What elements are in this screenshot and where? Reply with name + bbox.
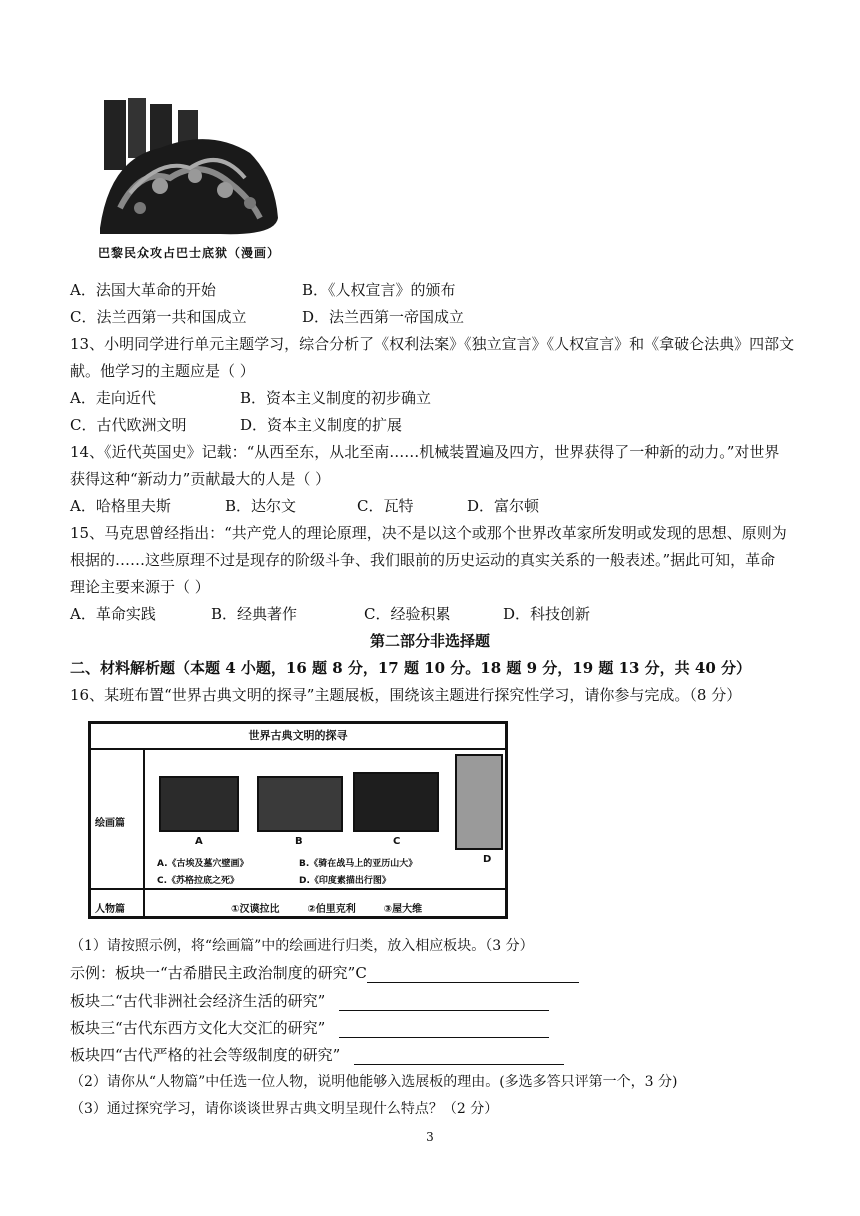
exhibition-board-image — [88, 721, 508, 919]
painting-caption-d: D.《印度素描出行图》 — [299, 876, 391, 886]
board-divider — [91, 888, 505, 890]
q13-option-c: C．古代欧洲文明 — [70, 416, 187, 434]
page-number: 3 — [426, 1130, 434, 1144]
q15-option-b: B．经典著作 — [211, 605, 298, 623]
section2-title: 二、材料解析题（本题 4 小题，16 题 8 分，17 题 10 分。18 题 9 分，19 题 13 分，共 40 分） — [70, 659, 751, 677]
q12-option-c: C．法兰西第一共和国成立 — [70, 308, 247, 326]
q16-block2-text: 板块二“古代非洲社会经济生活的研究” — [70, 992, 326, 1010]
answer-blank[interactable] — [367, 966, 579, 983]
q16-example-text: 示例：板块一“古希腊民主政治制度的研究”C — [70, 964, 367, 982]
painting-label-a: A — [195, 836, 203, 847]
q14-option-a: A．哈格里夫斯 — [70, 497, 171, 515]
q15-option-a: A．革命实践 — [70, 605, 156, 623]
q16-block3 — [70, 1018, 549, 1038]
q16-example — [70, 963, 579, 983]
painting-a — [159, 776, 239, 832]
part2-title: 第二部分非选择题 — [369, 632, 490, 650]
painting-d — [455, 754, 503, 850]
row-label-paintings: 绘画篇 — [95, 818, 125, 829]
q15-stem-line3: 理论主要来源于（ ） — [70, 578, 210, 596]
q16-sub3: （3）通过探究学习，请你谈谈世界古典文明呈现什么特点？（2 分） — [70, 1101, 499, 1117]
q13-option-d: D．资本主义制度的扩展 — [240, 416, 403, 434]
q14-option-c: C．瓦特 — [357, 497, 414, 515]
q16-block4-text: 板块四“古代严格的社会等级制度的研究” — [70, 1046, 341, 1064]
q13-option-a: A．走向近代 — [70, 389, 156, 407]
q12-option-d: D．法兰西第一帝国成立 — [302, 308, 465, 326]
cartoon-caption: 巴黎民众攻占巴士底狱（漫画） — [98, 246, 281, 260]
q16-sub1: （1）请按照示例，将“绘画篇”中的绘画进行归类，放入相应板块。（3 分） — [70, 938, 534, 954]
painting-label-b: B — [295, 836, 303, 847]
painting-caption-a: A.《古埃及墓穴壁画》 — [157, 859, 249, 869]
q12-option-b: B．《人权宣言》的颁布 — [302, 281, 456, 299]
people-list: ①汉谟拉比 ②伯里克利 ③屋大维 — [231, 904, 423, 915]
q15-option-d: D．科技创新 — [503, 605, 591, 623]
painting-c — [353, 772, 439, 832]
q14-option-b: B．达尔文 — [225, 497, 297, 515]
q16-sub2: （2）请你从“人物篇”中任选一位人物，说明他能够入选展板的理由。(多选多答只评第一个，3 分) — [70, 1074, 678, 1090]
bastille-cartoon-image — [100, 98, 280, 238]
answer-blank[interactable] — [354, 1048, 564, 1065]
painting-b — [257, 776, 343, 832]
q16-block2 — [70, 991, 549, 1011]
q15-option-c: C．经验积累 — [364, 605, 451, 623]
board-divider — [143, 748, 145, 916]
q16-intro: 16、某班布置“世界古典文明的探寻”主题展板，围绕该主题进行探究性学习，请你参与完成。（8 分） — [70, 686, 742, 704]
q15-stem-line1: 15、马克思曾经指出：“共产党人的理论原理，决不是以这个或那个世界改革家所发明或发现的思想、原则为 — [70, 524, 787, 542]
row-label-people: 人物篇 — [95, 904, 125, 915]
board-title: 世界古典文明的探寻 — [91, 724, 505, 750]
q12-option-a: A．法国大革命的开始 — [70, 281, 216, 299]
painting-label-d: D — [483, 854, 492, 865]
q13-stem-line2: 献。他学习的主题应是（ ） — [70, 362, 255, 380]
answer-blank[interactable] — [339, 1021, 549, 1038]
q16-block3-text: 板块三“古代东西方文化大交汇的研究” — [70, 1019, 326, 1037]
painting-caption-c: C.《苏格拉底之死》 — [157, 876, 240, 886]
painting-caption-b: B.《骑在战马上的亚历山大》 — [299, 859, 418, 869]
q15-stem-line2: 根据的……这些原理不过是现存的阶级斗争、我们眼前的历史运动的真实关系的一般表述。”据此可知，革命 — [70, 551, 776, 569]
q13-option-b: B．资本主义制度的初步确立 — [240, 389, 432, 407]
q13-stem-line1: 13、小明同学进行单元主题学习，综合分析了《权利法案》《独立宣言》《人权宣言》和《拿破仑法典》四部文 — [70, 335, 795, 353]
q16-block4 — [70, 1045, 564, 1065]
q14-option-d: D．富尔顿 — [467, 497, 540, 515]
q14-stem-line2: 获得这种“新动力”贡献最大的人是（ ） — [70, 470, 331, 488]
q14-stem-line1: 14、《近代英国史》记载：“从西至东，从北至南……机械装置遍及四方，世界获得了一种新的动力。”对世界 — [70, 443, 780, 461]
painting-label-c: C — [393, 836, 401, 847]
answer-blank[interactable] — [339, 994, 549, 1011]
